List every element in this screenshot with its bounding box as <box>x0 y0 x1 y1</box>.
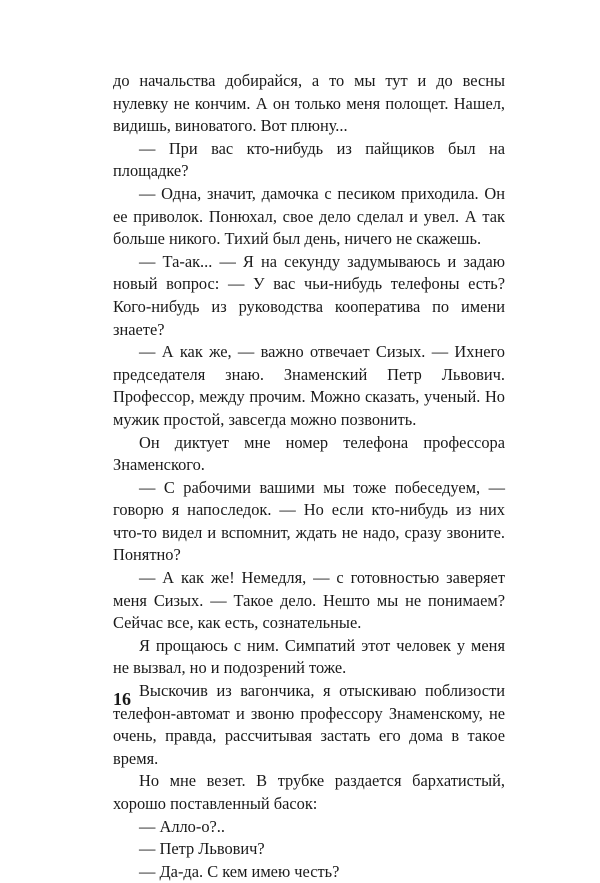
paragraph: — С рабочими вашими мы тоже побеседуем, — говорю я напоследок. — Но если кто-нибудь из них что-то видел и вспомнит, ждать не надо, сразу звоните. Понятно? <box>113 477 505 565</box>
paragraph: — А как же! Немедля, — с готовностью заверяет меня Сизых. — Такое дело. Нешто мы не понимаем? Сейчас все, как есть, сознательные. <box>113 568 505 633</box>
page-text <box>113 70 505 883</box>
paragraph: — Да-да. С кем имею честь? <box>139 861 340 881</box>
paragraph: Но мне везет. В трубке раздается бархатистый, хорошо поставленный басок: <box>113 771 505 813</box>
page-number: 16 <box>113 689 131 709</box>
paragraph: — Алло-о?.. <box>139 816 226 836</box>
paragraph: Он диктует мне номер телефона профессора Знаменского. <box>113 432 505 475</box>
paragraph: Я прощаюсь с ним. Симпатий этот человек у меня не вызвал, но и подозрений тоже. <box>113 635 505 678</box>
paragraph: — Одна, значит, дамочка с песиком приходила. Он ее приволок. Понюхал, свое дело сделал и увел. А так больше никого. Тихий был день, ничего не скажешь. <box>113 183 505 249</box>
paragraph: — А как же, — важно отвечает Сизых. — Ихнего председателя знаю. Знаменский Петр Львович. Профессор, между прочим. Можно сказать, ученый. Но мужик простой, завсегда можно позвонить. <box>113 342 505 429</box>
paragraph: — Та-ак... — Я на секунду задумываюсь и задаю новый вопрос: — У вас чьи-нибудь телефоны есть? Кого-нибудь из руководства кооператива по имени знаете? <box>113 251 505 339</box>
paragraph: до начальства добирайся, а то мы тут и до весны нулевку не кончим. А он только меня полощет. Нашел, видишь, виноватого. Вот плюну... <box>113 71 505 136</box>
paragraph: Выскочив из вагончика, я отыскиваю поблизости телефон-автомат и звоню профессору Знаменскому, не очень, правда, рассчитывая застать его дома в такое время. <box>113 681 505 768</box>
paragraph: — При вас кто-нибудь из пайщиков был на площадке? <box>113 138 505 181</box>
paragraph: — Петр Львович? <box>139 839 265 859</box>
